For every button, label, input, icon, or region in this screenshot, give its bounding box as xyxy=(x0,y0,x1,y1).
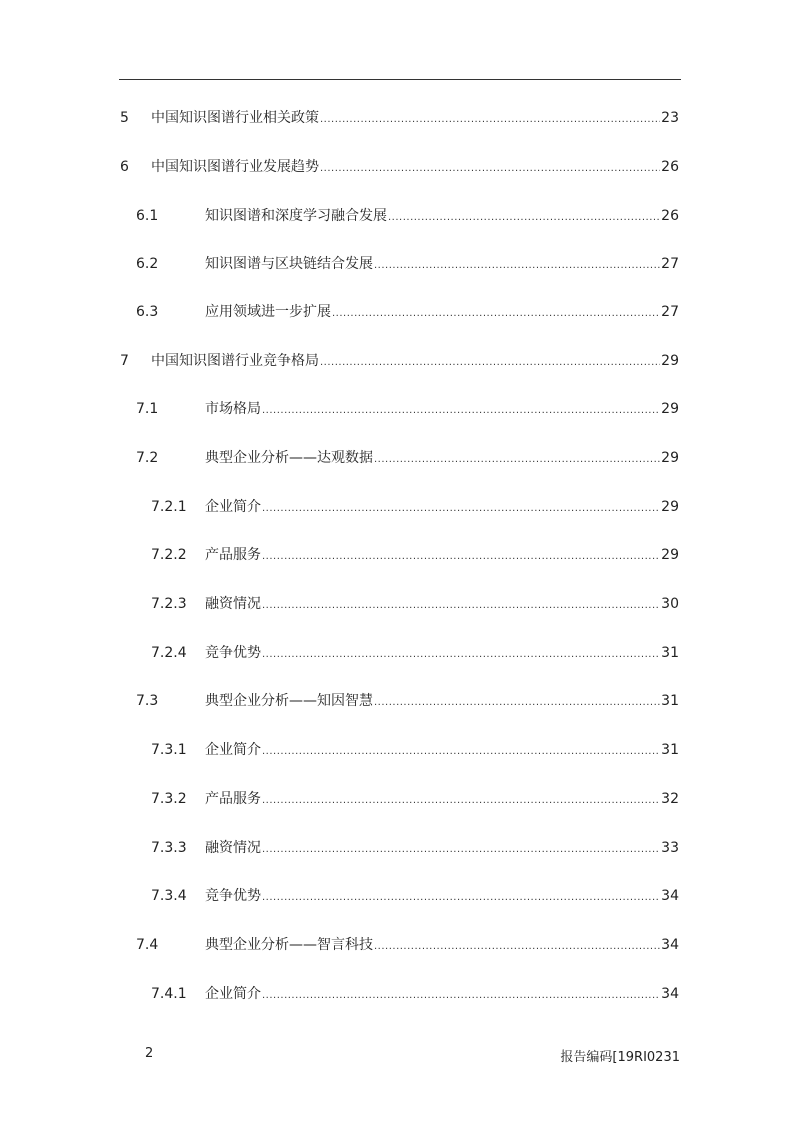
toc-dot-leader xyxy=(320,110,660,130)
toc-entry[interactable] xyxy=(0,399,800,419)
toc-entry-title: 竞争优势 xyxy=(205,888,261,904)
toc-entry[interactable] xyxy=(0,594,800,614)
toc-entry-page: 26 xyxy=(661,159,679,175)
toc-dot-leader xyxy=(374,450,660,470)
toc-entry[interactable] xyxy=(0,545,800,565)
toc-entry-page: 27 xyxy=(661,256,679,272)
toc-entry-page: 32 xyxy=(661,791,679,807)
toc-entry-page: 29 xyxy=(661,450,679,466)
toc-dot-leader xyxy=(262,547,660,567)
toc-entry-title: 典型企业分析——知因智慧 xyxy=(205,693,373,709)
toc-dot-leader xyxy=(388,208,660,228)
toc-entry-page: 34 xyxy=(661,986,679,1002)
toc-entry-title: 产品服务 xyxy=(205,791,261,807)
toc-entry-number: 7.3.3 xyxy=(151,840,187,856)
toc-entry-number: 7.2.2 xyxy=(151,547,187,563)
toc-entry-title: 中国知识图谱行业相关政策 xyxy=(151,110,319,126)
toc-entry-number: 7.3.2 xyxy=(151,791,187,807)
toc-entry[interactable] xyxy=(0,691,800,711)
toc-dot-leader xyxy=(262,645,660,665)
toc-entry-page: 29 xyxy=(661,353,679,369)
toc-dot-leader xyxy=(320,159,660,179)
toc-entry-number: 7 xyxy=(120,353,129,369)
toc-entry[interactable] xyxy=(0,838,800,858)
toc-entry-title: 企业简介 xyxy=(205,986,261,1002)
toc-entry-title: 知识图谱与区块链结合发展 xyxy=(205,256,373,272)
toc-entry-title: 企业简介 xyxy=(205,742,261,758)
toc-dot-leader xyxy=(262,986,660,1006)
toc-entry-page: 30 xyxy=(661,596,679,612)
toc-entry-number: 6.2 xyxy=(136,256,159,272)
toc-entry-page: 31 xyxy=(661,693,679,709)
toc-entry[interactable] xyxy=(0,302,800,322)
toc-entry-page: 31 xyxy=(661,742,679,758)
toc-entry[interactable] xyxy=(0,157,800,177)
toc-entry-page: 27 xyxy=(661,304,679,320)
toc-dot-leader xyxy=(374,693,660,713)
toc-entry-number: 7.2 xyxy=(136,450,159,466)
page-number: 2 xyxy=(145,1046,154,1061)
toc-entry-title: 企业简介 xyxy=(205,499,261,515)
toc-dot-leader xyxy=(262,742,660,762)
toc-entry[interactable] xyxy=(0,108,800,128)
toc-entry[interactable] xyxy=(0,984,800,1004)
toc-dot-leader xyxy=(262,888,660,908)
toc-entry-page: 29 xyxy=(661,401,679,417)
toc-dot-leader xyxy=(374,937,660,957)
toc-dot-leader xyxy=(262,791,660,811)
toc-entry-number: 6.3 xyxy=(136,304,159,320)
toc-entry-title: 典型企业分析——智言科技 xyxy=(205,937,373,953)
toc-dot-leader xyxy=(262,596,660,616)
toc-dot-leader xyxy=(374,256,660,276)
toc-entry-number: 7.3.1 xyxy=(151,742,187,758)
toc-entry[interactable] xyxy=(0,740,800,760)
toc-entry-title: 知识图谱和深度学习融合发展 xyxy=(205,208,387,224)
toc-entry[interactable] xyxy=(0,935,800,955)
toc-entry[interactable] xyxy=(0,448,800,468)
toc-entry-page: 29 xyxy=(661,499,679,515)
toc-entry-title: 市场格局 xyxy=(205,401,261,417)
toc-entry[interactable] xyxy=(0,789,800,809)
toc-dot-leader xyxy=(262,840,660,860)
header-rule xyxy=(119,79,681,80)
toc-entry[interactable] xyxy=(0,206,800,226)
toc-entry[interactable] xyxy=(0,351,800,371)
toc-dot-leader xyxy=(262,401,660,421)
toc-entry-page: 26 xyxy=(661,208,679,224)
toc-entry[interactable] xyxy=(0,643,800,663)
toc-entry-title: 中国知识图谱行业竞争格局 xyxy=(151,353,319,369)
toc-entry-page: 23 xyxy=(661,110,679,126)
toc-entry-number: 7.1 xyxy=(136,401,159,417)
toc-dot-leader xyxy=(320,353,660,373)
toc-entry-title: 产品服务 xyxy=(205,547,261,563)
toc-entry-number: 7.2.4 xyxy=(151,645,187,661)
report-code: 报告编码[19RI0231 xyxy=(560,1050,680,1065)
toc-entry-title: 融资情况 xyxy=(205,596,261,612)
toc-entry-page: 31 xyxy=(661,645,679,661)
toc-entry[interactable] xyxy=(0,254,800,274)
toc-entry-title: 应用领域进一步扩展 xyxy=(205,304,331,320)
toc-entry-page: 33 xyxy=(661,840,679,856)
toc-dot-leader xyxy=(332,304,660,324)
toc-entry[interactable] xyxy=(0,497,800,517)
toc-dot-leader xyxy=(262,499,660,519)
toc-entry-title: 竞争优势 xyxy=(205,645,261,661)
toc-entry-title: 中国知识图谱行业发展趋势 xyxy=(151,159,319,175)
toc-entry-page: 34 xyxy=(661,888,679,904)
toc-entry-number: 7.3 xyxy=(136,693,159,709)
toc-entry-page: 34 xyxy=(661,937,679,953)
toc-entry-number: 7.4.1 xyxy=(151,986,187,1002)
toc-entry-number: 7.3.4 xyxy=(151,888,187,904)
toc-entry-number: 5 xyxy=(120,110,129,126)
toc-entry-page: 29 xyxy=(661,547,679,563)
toc-entry-title: 典型企业分析——达观数据 xyxy=(205,450,373,466)
toc-entry-number: 6.1 xyxy=(136,208,159,224)
toc-entry-title: 融资情况 xyxy=(205,840,261,856)
toc-entry-number: 7.4 xyxy=(136,937,159,953)
toc-entry-number: 7.2.3 xyxy=(151,596,187,612)
toc-entry[interactable] xyxy=(0,886,800,906)
toc-entry-number: 7.2.1 xyxy=(151,499,187,515)
toc-entry-number: 6 xyxy=(120,159,129,175)
